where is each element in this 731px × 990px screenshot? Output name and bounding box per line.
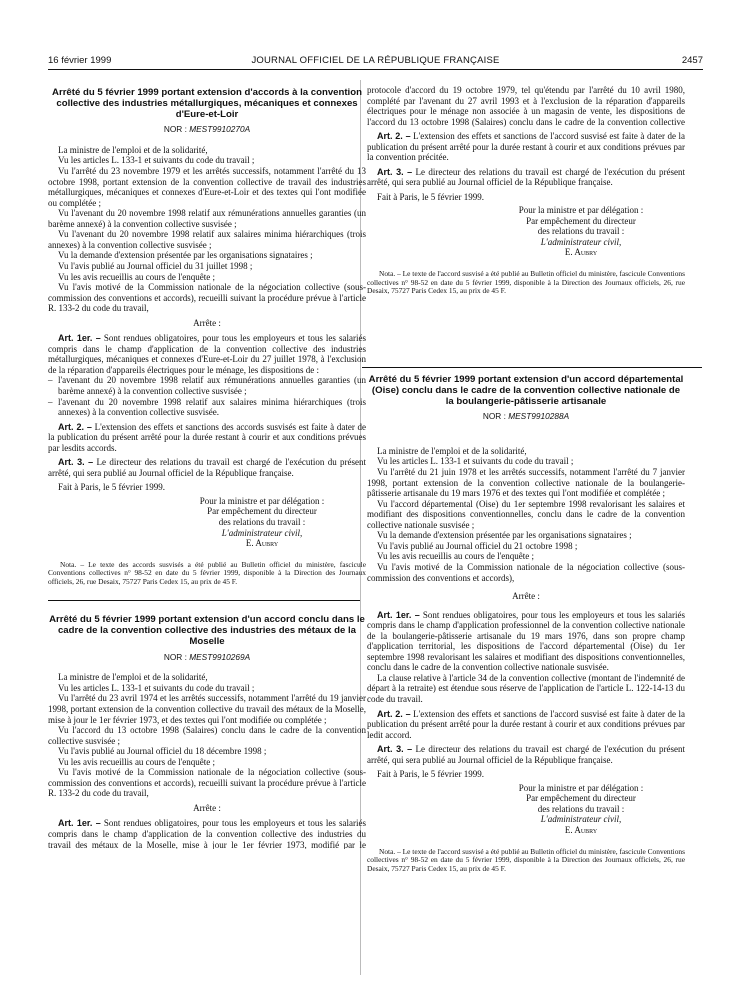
nota: Nota. – Le texte de l'accord susvisé a été publié au Bulletin officiel du ministère, fascicule Conventions collectives n° 98-52 en date du 5 février 1999, disponible à la Direction des Journaux officiels, 26, rue Desaix, 75727 Paris Cedex 15, au prix de 45 F. — [367, 846, 685, 873]
article-label: Art. 2. – — [377, 131, 411, 141]
article-2 — [48, 422, 366, 454]
decree-oise-boulangerie — [367, 375, 685, 873]
signatory-name: E. Aubry — [564, 247, 598, 258]
nota: Nota. – Le texte des accords susvisés a été publié au Bulletin officiel du ministère, fascicule Conventions collectives n° 98-52 en date du 5 février 1999, disponible à la Direction des Journaux officiels, 26, rue Desaix, 75727 Paris Cedex 15, au prix de 45 F. — [48, 559, 366, 586]
article-text: L'extension des effets et sanctions de l'accord susvisé est faite à dater de la publication du présent arrêté pour la durée restant à courir et aux conditions prévues par ledit accord. — [367, 708, 685, 740]
right-column-top — [367, 85, 685, 296]
nor-reference — [367, 411, 685, 422]
article-label: Art. 2. – — [58, 421, 92, 432]
article-1-paragraph-2: La clause relative à l'article 34 de la convention collective (montant de l'indemnité de départ à la retraite) est étendue sous réserve de l'application de l'article L. 122-14-13 du code du travail. — [367, 672, 685, 704]
signature-line: Pour la ministre et par délégation : — [518, 205, 644, 216]
spacer — [367, 432, 685, 446]
signatory-name: E. Aubry — [245, 538, 279, 549]
considerant: Vu l'arrêté du 23 novembre 1979 et les arrêtés successifs, notamment l'arrêté du 13 octobre 1998, portant extension de la convention collective de travail des industries métallurgiques, mécaniques et connexes d'Eure-et-Loir et des textes qui l'ont modifiée ou complétée ; — [48, 166, 366, 208]
list-item: – l'avenant du 20 novembre 1998 relatif aux rémunérations annuelles garanties (un barème annexé) à la convention collective susvisée ; — [48, 375, 366, 396]
article-1-start — [48, 818, 366, 849]
article-text: Sont rendues obligatoires, pour tous les employeurs et tous les salariés compris dans le champ d'application professionnel de la convention collective nationale de la boulangerie-pâtisserie artisanale du 19 mars 1976, dans son propre champ d'application territorial, les dispositions de l'accord départemental (Oise) du 1er septembre 1998 revalorisant les salaires et modifiant des dispositions conventionnelles, conclu dans le cadre de la convention collective nationale susvisée. — [367, 609, 685, 673]
article-text: Sont rendues obligatoires, pour tous les employeurs et tous les salariés compris dans le champ d'application de la convention collective des industries du travail des métaux de la Moselle, mise à jour le 1er février 1973, modifié par le — [48, 818, 366, 850]
article-label: Art. 3. – — [58, 457, 94, 468]
considerant: Vu les articles L. 133-1 et suivants du code du travail ; — [377, 456, 574, 467]
article-separator — [362, 367, 702, 368]
nota: Nota. – Le texte de l'accord susvisé a été publié au Bulletin officiel du ministère, fascicule Conventions collectives n° 98-52 en date du 5 février 1999, disponible à la Direction des Journaux officiels, 26, rue Desaix, 75727 Paris Cedex 15, au prix de 45 F. — [367, 269, 685, 296]
signature-date: Fait à Paris, le 5 février 1999. — [377, 769, 484, 780]
considerant: Vu l'avenant du 20 novembre 1998 relatif aux salaires minima hiérarchiques (trois annexes) à la convention collective susvisée ; — [48, 229, 366, 250]
considerant: Vu l'avis motivé de la Commission nationale de la négociation collective (sous-commission des conventions et accords), — [367, 561, 685, 583]
signature-line: des relations du travail : — [537, 803, 625, 814]
article-label: Art. 1er. – — [377, 609, 420, 620]
header-title: JOURNAL OFFICIEL DE LA RÉPUBLIQUE FRANÇAISE — [251, 55, 500, 66]
signature-block — [158, 496, 366, 549]
list-item: – l'avenant du 20 novembre 1998 relatif aux salaires minima hiérarchiques (trois annexes) à la convention collective susvisée. — [48, 397, 366, 418]
considerant: Vu les avis recueillis au cours de l'enquête ; — [58, 756, 216, 767]
considerant: Vu l'avis publié au Journal officiel du 21 octobre 1998 ; — [377, 540, 578, 551]
signature-block — [477, 205, 685, 258]
decree-moselle — [48, 615, 366, 849]
considerant: Vu les articles L. 133-1 et suivants du code du travail ; — [58, 682, 255, 693]
signature-line: des relations du travail : — [218, 516, 306, 527]
article-text: L'extension des effets et sanctions de l'accord susvisé est faite à dater de la publication du présent arrêté pour la durée restant à courir et aux conditions prévues par la convention précitée. — [367, 131, 685, 163]
article-text: Le directeur des relations du travail est chargé de l'exécution du présent arrêté, qui sera publié au Journal officiel de la République française. — [48, 457, 367, 478]
considerant: Vu l'arrêté du 23 avril 1974 et les arrêtés successifs, notamment l'arrêté du 19 janvier 1998, portant extension de la convention collective du travail des métaux de la Moselle, mise à jour le 1er février 1973, et des textes qui l'ont modifiée ou complétée ; — [48, 693, 366, 725]
considerant: Vu l'avis publié au Journal officiel du 31 juillet 1998 ; — [58, 260, 253, 271]
nor-label: NOR : — [482, 411, 506, 422]
signature-line: L'administrateur civil, — [540, 236, 622, 247]
nor-label: NOR : — [163, 651, 187, 662]
article-1-list — [48, 375, 366, 417]
considerant: Vu l'accord départemental (Oise) du 1er septembre 1998 revalorisant les salaires et modifiant des dispositions conventionnelles, conclu dans le cadre de la convention collective nationale susvisée ; — [367, 498, 685, 530]
considerant: Vu les avis recueillis au cours de l'enquête ; — [377, 551, 535, 562]
signature-line: Pour la ministre et par délégation : — [199, 495, 325, 506]
article-3 — [367, 167, 685, 188]
considerant: Vu l'arrêté du 21 juin 1978 et les arrêtés successifs, notamment l'arrêté du 7 janvier 1998, portant extension de la convention collective nationale de la boulangerie-pâtisserie artisanale du 19 mars 1976 et des textes qui l'ont modifiée et complétée ; — [367, 467, 685, 499]
considerant: La ministre de l'emploi et de la solidarité, — [377, 445, 527, 456]
article-2 — [367, 709, 685, 741]
decree-title: Arrêté du 5 février 1999 portant extension d'un accord conclu dans le cadre de la convention collective des industries des métaux de la Moselle — [49, 614, 365, 647]
header-rule — [48, 69, 703, 70]
arrete-heading: Arrête : — [512, 591, 540, 602]
article-separator — [48, 600, 360, 601]
article-3 — [367, 744, 685, 765]
considerant: Vu la demande d'extension présentée par les organisations signataires ; — [377, 530, 632, 541]
signature-line: Par empêchement du directeur — [207, 506, 317, 517]
article-text: protocole d'accord du 19 octobre 1979, tel qu'étendu par l'arrêté du 10 avril 1980, complété par l'avenant du 27 avril 1993 et à l'exclusion de la réparation d'appareils électriques pour le ménage non associée à un magasin de vente, les dispositions de l'accord du 13 octobre 1998 (Salaires) conclu dans le cadre de la convention collective — [367, 85, 685, 127]
right-column-bottom — [367, 375, 685, 873]
page-number: 2457 — [681, 55, 703, 66]
signature-line: L'administrateur civil, — [540, 814, 622, 825]
considerant: Vu l'accord du 13 octobre 1998 (Salaires) conclu dans le cadre de la convention collective susvisée ; — [48, 725, 366, 746]
signatory-name: E. Aubry — [564, 824, 598, 835]
arrete-heading: Arrête : — [193, 317, 221, 328]
signature-block — [477, 783, 685, 836]
article-text: Sont rendues obligatoires, pour tous les employeurs et tous les salariés compris dans le champ d'application de la convention collective des industries métallurgiques, mécaniques et connexes d'Eure-et-Loir du 27 juillet 1978, à l'exclusion de la réparation d'appareils électriques pour le ménage, les dispositions de : — [48, 333, 366, 375]
article-2 — [367, 131, 685, 163]
signature-line: des relations du travail : — [537, 226, 625, 237]
article-text: Le directeur des relations du travail est chargé de l'exécution du présent arrêté, qui sera publié au Journal officiel de la République française. — [367, 166, 686, 188]
considerant: Vu les articles L. 133-1 et suivants du code du travail ; — [58, 155, 255, 166]
article-text: Le directeur des relations du travail est chargé de l'exécution du présent arrêté, qui sera publié au Journal officiel de la République française. — [367, 744, 686, 765]
considerant: Vu l'avenant du 20 novembre 1998 relatif aux rémunérations annuelles garanties (un barème annexé) à la convention collective susvisée ; — [48, 208, 366, 229]
decree-title: Arrêté du 5 février 1999 portant extension d'accords à la convention collective des industries métallurgiques, mécaniques et connexes d'Eure-et-Loir — [52, 87, 362, 120]
signature-line: Par empêchement du directeur — [526, 215, 636, 226]
article-label: Art. 3. – — [377, 166, 413, 177]
article-1-continuation — [367, 85, 685, 127]
article-label: Art. 1er. – — [58, 333, 101, 344]
header-date: 16 février 1999 — [48, 55, 112, 66]
article-label: Art. 1er. – — [58, 818, 101, 829]
considerant: Vu les avis recueillis au cours de l'enquête ; — [58, 271, 216, 282]
decree-eure-et-loir — [48, 88, 366, 586]
signature-line: Pour la ministre et par délégation : — [518, 782, 644, 793]
page-header — [48, 55, 703, 69]
signature-line: L'administrateur civil, — [221, 527, 303, 538]
considerant: Vu la demande d'extension présentée par les organisations signataires ; — [58, 250, 313, 261]
nor-code: MEST9910269A — [189, 651, 251, 662]
nor-code: MESТ9910270A — [189, 124, 251, 135]
signature-date: Fait à Paris, le 5 février 1999. — [377, 191, 484, 202]
article-text: L'extension des effets et sanctions des accords susvisés est faite à dater de la publication du présent arrêté pour la durée restant à courir et aux conditions prévues par lesdits accords. — [48, 421, 367, 453]
left-column — [48, 88, 366, 849]
considerant: La ministre de l'emploi et de la solidarité, — [58, 672, 208, 683]
article-3 — [48, 457, 366, 478]
arrete-heading: Arrête : — [193, 802, 221, 813]
considerant: La ministre de l'emploi et de la solidarité, — [58, 144, 208, 155]
considerant: Vu l'avis publié au Journal officiel du 18 décembre 1998 ; — [58, 746, 267, 757]
nor-reference — [48, 124, 366, 135]
nor-label: NOR : — [163, 124, 187, 135]
article-label: Art. 3. – — [377, 744, 413, 755]
nor-code: MEST9910288A — [508, 411, 570, 422]
article-text-continued — [367, 85, 685, 127]
article-1 — [48, 333, 366, 375]
nor-reference — [48, 652, 366, 663]
signature-line: Par empêchement du directeur — [526, 793, 636, 804]
article-1 — [367, 610, 685, 673]
signature-date: Fait à Paris, le 5 février 1999. — [58, 482, 165, 493]
considerant: Vu l'avis motivé de la Commission nationale de la négociation collective (sous-commission des conventions et accords), recueilli suivant la procédure prévue à l'article R. 133-2 du code du travail, — [48, 767, 366, 799]
decree-title: Arrêté du 5 février 1999 portant extension d'un accord départemental (Oise) conclu dans le cadre de la convention collective nationale de la boulangerie-pâtisserie artisanale — [368, 374, 684, 407]
article-label: Art. 2. – — [377, 708, 411, 719]
considerant: Vu l'avis motivé de la Commission nationale de la négociation collective (sous-commission des conventions et accords), recueilli suivant la procédure prévue à l'article R. 133-2 du code du travail, — [48, 282, 366, 314]
